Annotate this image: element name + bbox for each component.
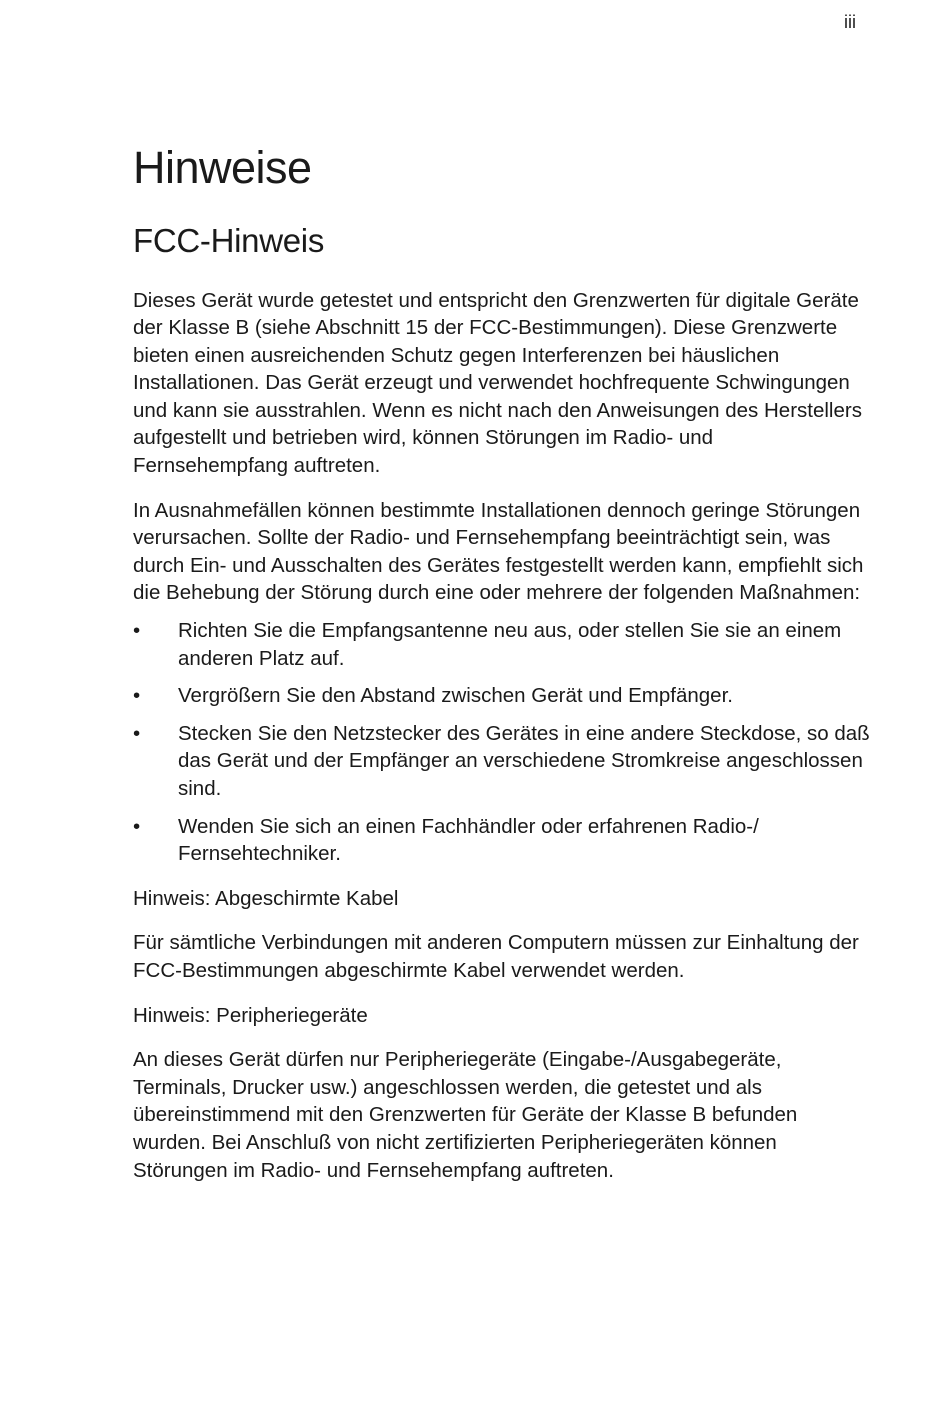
page-number: iii	[844, 12, 856, 32]
list-item	[133, 720, 873, 803]
list-item-text: Stecken Sie den Netzstecker des Gerätes in eine andere Steckdose, so daß das Gerät und der Empfänger an verschiedene Stromkreise angeschlossen sind.	[178, 721, 870, 800]
note-cables-text: Für sämtliche Verbindungen mit anderen Computern müssen zur Einhaltung der FCC-Bestimmungen abgeschirmte Kabel verwendet werden.	[133, 931, 859, 982]
bullet-icon: •	[133, 684, 141, 708]
bullet-icon: •	[133, 619, 141, 643]
list-item	[133, 617, 873, 672]
list-item-text: Richten Sie die Empfangsantenne neu aus, oder stellen Sie sie an einem anderen Platz auf.	[178, 619, 842, 670]
list-item	[133, 813, 873, 868]
bullet-icon: •	[133, 814, 141, 838]
section-title: FCC-Hinweis	[133, 222, 325, 260]
document-body	[133, 140, 873, 1184]
list-item-text: Wenden Sie sich an einen Fachhändler oder erfahrenen Radio-/ Fernsehtechniker.	[178, 814, 759, 866]
list-item-text: Vergrößern Sie den Abstand zwischen Gerät und Empfänger.	[178, 684, 733, 708]
list-item	[133, 682, 873, 710]
paragraph-fcc-compliance: Dieses Gerät wurde getestet und entspricht den Grenzwerten für digitale Geräte der Klasse B (siehe Abschnitt 15 der FCC-Bestimmungen). Diese Grenzwerte bieten einen ausreichenden Schutz gegen Interferenzen bei häuslichen Installationen. Das Gerät erzeugt und verwendet hochfrequente Schwingungen und kann sie ausstrahlen. Wenn es nicht nach den Anweisungen des Herstellers aufgestellt und betrieben wird, können Störungen im Radio- und Fernsehempfang auftreten.	[133, 288, 862, 478]
page-title: Hinweise	[133, 142, 312, 193]
bullet-icon: •	[133, 721, 141, 745]
note-peripherals-text: An dieses Gerät dürfen nur Peripheriegeräte (Eingabe-/Ausgabegeräte, Terminals, Drucker usw.) angeschlossen werden, die getestet und als übereinstimmend mit den Grenzwerten für Geräte der Klasse B befunden wurden. Bei Anschluß von nicht zertifizierten Peripheriegeräten können Störungen im Radio- und Fernsehempfang auftreten.	[133, 1048, 798, 1182]
note-cables-heading: Hinweis: Abgeschirmte Kabel	[133, 886, 399, 910]
note-peripherals-heading: Hinweis: Peripheriegeräte	[133, 1003, 368, 1027]
measures-list	[133, 617, 873, 868]
paragraph-interference-measures: In Ausnahmefällen können bestimmte Installationen dennoch geringe Störungen verursachen. Sollte der Radio- und Fernsehempfang beeinträchtigt sein, was durch Ein- und Ausschalten des Gerätes festgestellt werden kann, empfiehlt sich die Behebung der Störung durch eine oder mehrere der folgenden Maßnahmen:	[133, 498, 864, 605]
